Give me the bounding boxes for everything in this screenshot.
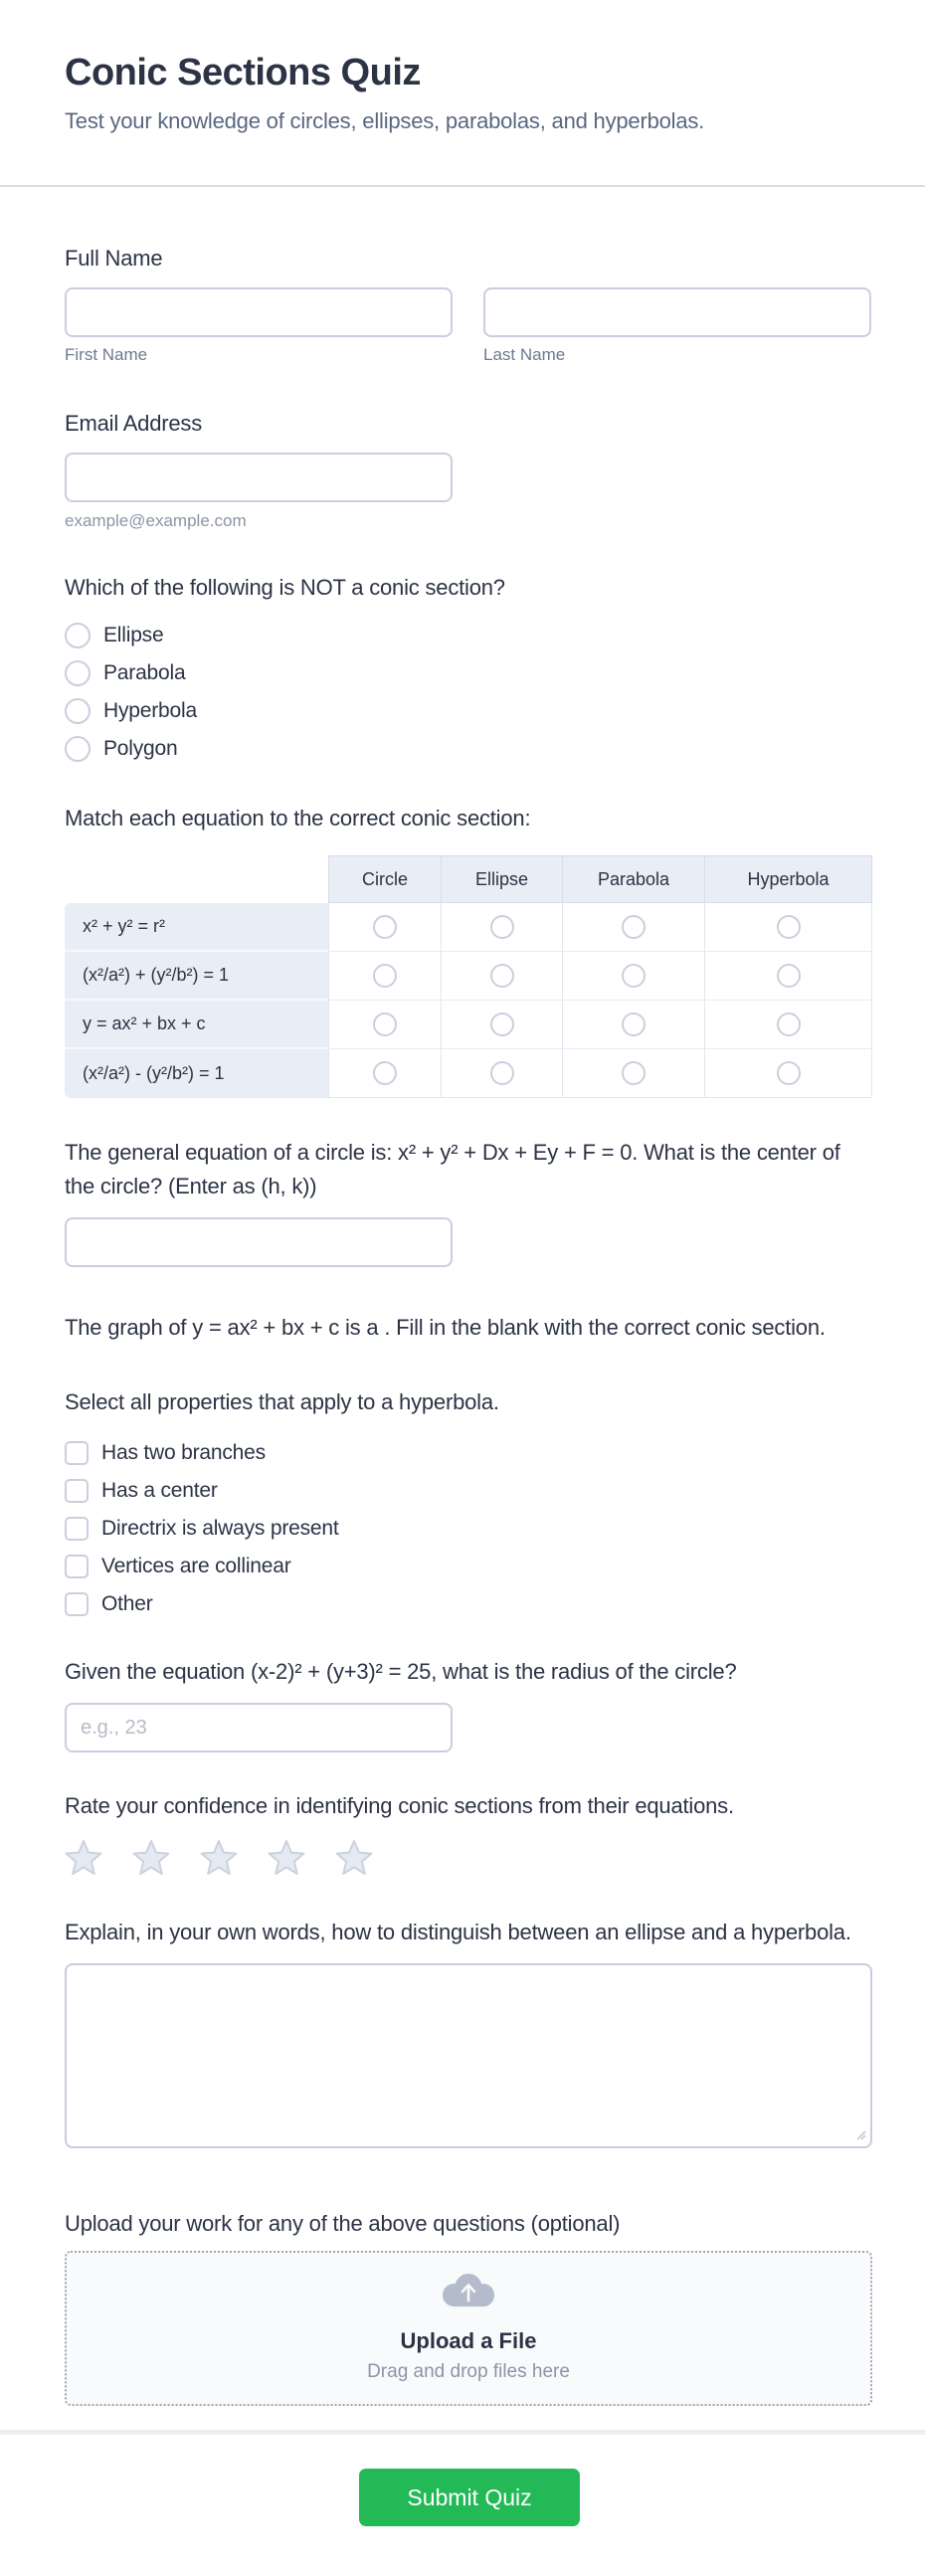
matrix-cell[interactable] (441, 952, 562, 1001)
checkbox-icon[interactable] (65, 1517, 89, 1541)
radio-icon[interactable] (65, 660, 91, 686)
name-sublabels-row (65, 345, 872, 365)
radio-icon[interactable] (777, 1061, 801, 1085)
checkbox-icon[interactable] (65, 1592, 89, 1616)
matrix-table (65, 855, 872, 1098)
matrix-cell[interactable] (704, 952, 872, 1001)
matrix-cell[interactable] (562, 1049, 704, 1098)
matrix-cell[interactable] (441, 1049, 562, 1098)
matrix-row (65, 903, 872, 952)
checkbox-option-label: Has a center (101, 1479, 218, 1502)
matrix-row (65, 1049, 872, 1098)
matrix-cell[interactable] (441, 1001, 562, 1049)
radio-icon[interactable] (490, 1061, 514, 1085)
section-divider (0, 2430, 925, 2435)
page-title: Conic Sections Quiz (65, 52, 421, 93)
hyperbola-properties-label: Select all properties that apply to a hyperbola. (65, 1389, 499, 1414)
full-name-question (65, 242, 872, 365)
checkbox-icon[interactable] (65, 1441, 89, 1465)
matrix-cell[interactable] (328, 1049, 441, 1098)
first-name-input[interactable] (65, 287, 453, 337)
fill-blank-label: The graph of y = ax² + bx + c is a . Fill in the blank with the correct conic section. (65, 1315, 826, 1340)
matrix-label: Match each equation to the correct conic section: (65, 806, 531, 830)
not-conic-label: Which of the following is NOT a conic section? (65, 575, 505, 600)
radio-icon[interactable] (490, 915, 514, 939)
radio-icon[interactable] (490, 1012, 514, 1036)
matrix-cell[interactable] (562, 1001, 704, 1049)
checkbox-option-two-branches[interactable] (65, 1441, 872, 1465)
rating-question (65, 1789, 872, 1876)
matrix-row (65, 1001, 872, 1049)
hyperbola-properties-question (65, 1385, 872, 1630)
checkbox-option-vertices[interactable] (65, 1555, 872, 1578)
matrix-row-label: (x²/a²) + (y²/b²) = 1 (65, 952, 328, 1001)
radio-option-ellipse[interactable] (65, 623, 872, 648)
radio-icon[interactable] (622, 915, 646, 939)
not-conic-options (65, 623, 872, 762)
matrix-cell[interactable] (562, 952, 704, 1001)
radius-answer-input[interactable] (65, 1703, 453, 1752)
last-name-sublabel: Last Name (483, 345, 566, 364)
checkbox-option-has-center[interactable] (65, 1479, 872, 1503)
radio-option-label: Ellipse (103, 624, 164, 646)
upload-box-title: Upload a File (400, 2328, 537, 2353)
radio-icon[interactable] (622, 1012, 646, 1036)
radio-icon[interactable] (777, 915, 801, 939)
matrix-header-row (65, 855, 872, 903)
radio-icon[interactable] (490, 964, 514, 988)
radio-option-label: Parabola (103, 661, 186, 684)
star-icon[interactable] (268, 1839, 305, 1876)
matrix-row-label: x² + y² = r² (65, 903, 328, 952)
radius-question (65, 1655, 872, 1752)
radio-icon[interactable] (622, 964, 646, 988)
radius-question-label: Given the equation (x-2)² + (y+3)² = 25, what is the radius of the circle? (65, 1659, 737, 1684)
matrix-question (65, 802, 872, 1098)
radio-icon[interactable] (65, 736, 91, 762)
star-icon[interactable] (132, 1839, 170, 1876)
radio-icon[interactable] (373, 1012, 397, 1036)
matrix-cell[interactable] (328, 903, 441, 952)
last-name-input[interactable] (483, 287, 871, 337)
resize-handle-icon[interactable] (854, 2127, 866, 2145)
explain-question (65, 1916, 872, 2153)
radio-option-hyperbola[interactable] (65, 698, 872, 724)
radio-icon[interactable] (373, 1061, 397, 1085)
essay-area (65, 1963, 872, 2153)
submit-button[interactable]: Submit Quiz (359, 2469, 580, 2526)
matrix-cell[interactable] (704, 1001, 872, 1049)
matrix-row (65, 952, 872, 1001)
radio-option-parabola[interactable] (65, 660, 872, 686)
name-inputs-row (65, 287, 872, 337)
matrix-cell[interactable] (441, 903, 562, 952)
full-name-label: Full Name (65, 246, 163, 271)
checkbox-icon[interactable] (65, 1555, 89, 1578)
star-rating (65, 1839, 872, 1876)
checkbox-option-other[interactable] (65, 1592, 872, 1616)
matrix-row-label: y = ax² + bx + c (65, 1001, 328, 1049)
radio-icon[interactable] (373, 964, 397, 988)
matrix-cell[interactable] (328, 952, 441, 1001)
matrix-cell[interactable] (562, 903, 704, 952)
center-question-label: The general equation of a circle is: x² + y² + Dx + Ey + F = 0. What is the center of the circle? (Enter as (h, k)) (65, 1140, 840, 1198)
matrix-col-header: Hyperbola (704, 855, 872, 903)
page-subtitle: Test your knowledge of circles, ellipses, parabolas, and hyperbolas. (65, 108, 705, 133)
checkbox-option-label: Vertices are collinear (101, 1555, 291, 1577)
upload-box-subtitle: Drag and drop files here (367, 2361, 570, 2382)
upload-question-label: Upload your work for any of the above questions (optional) (65, 2211, 621, 2236)
upload-cloud-icon (443, 2274, 494, 2314)
email-hint: example@example.com (65, 511, 247, 530)
radio-option-polygon[interactable] (65, 736, 872, 762)
radio-icon[interactable] (777, 1012, 801, 1036)
radio-icon[interactable] (373, 915, 397, 939)
matrix-col-header: Parabola (562, 855, 704, 903)
file-upload-dropzone[interactable] (65, 2251, 872, 2406)
matrix-cell[interactable] (704, 1049, 872, 1098)
matrix-corner-cell (65, 855, 328, 903)
checkbox-option-label: Directrix is always present (101, 1517, 339, 1540)
email-label: Email Address (65, 411, 203, 436)
explain-answer-textarea[interactable] (65, 1963, 872, 2148)
matrix-col-header: Circle (328, 855, 441, 903)
matrix-cell[interactable] (704, 903, 872, 952)
upload-question (65, 2207, 872, 2406)
checkbox-option-label: Has two branches (101, 1441, 266, 1464)
radio-icon[interactable] (65, 623, 91, 648)
radio-option-label: Polygon (103, 737, 178, 760)
hyperbola-properties-options (65, 1441, 872, 1616)
matrix-row-label: (x²/a²) - (y²/b²) = 1 (65, 1049, 328, 1098)
matrix-cell[interactable] (328, 1001, 441, 1049)
email-input[interactable] (65, 453, 453, 502)
explain-question-label: Explain, in your own words, how to distinguish between an ellipse and a hyperbola. (65, 1920, 851, 1944)
star-icon[interactable] (335, 1839, 373, 1876)
email-question (65, 407, 872, 531)
not-conic-question (65, 571, 872, 774)
star-icon[interactable] (200, 1839, 238, 1876)
rating-question-label: Rate your confidence in identifying conic sections from their equations. (65, 1793, 734, 1818)
center-question (65, 1136, 872, 1267)
form-header (0, 0, 925, 187)
radio-icon[interactable] (622, 1061, 646, 1085)
star-icon[interactable] (65, 1839, 102, 1876)
radio-icon[interactable] (777, 964, 801, 988)
first-name-sublabel: First Name (65, 345, 148, 364)
radio-icon[interactable] (65, 698, 91, 724)
matrix-col-header: Ellipse (441, 855, 562, 903)
checkbox-option-directrix[interactable] (65, 1517, 872, 1541)
radio-option-label: Hyperbola (103, 699, 197, 722)
fill-blank-question (65, 1311, 872, 1345)
checkbox-option-label: Other (101, 1592, 153, 1615)
checkbox-icon[interactable] (65, 1479, 89, 1503)
center-answer-input[interactable] (65, 1217, 453, 1267)
